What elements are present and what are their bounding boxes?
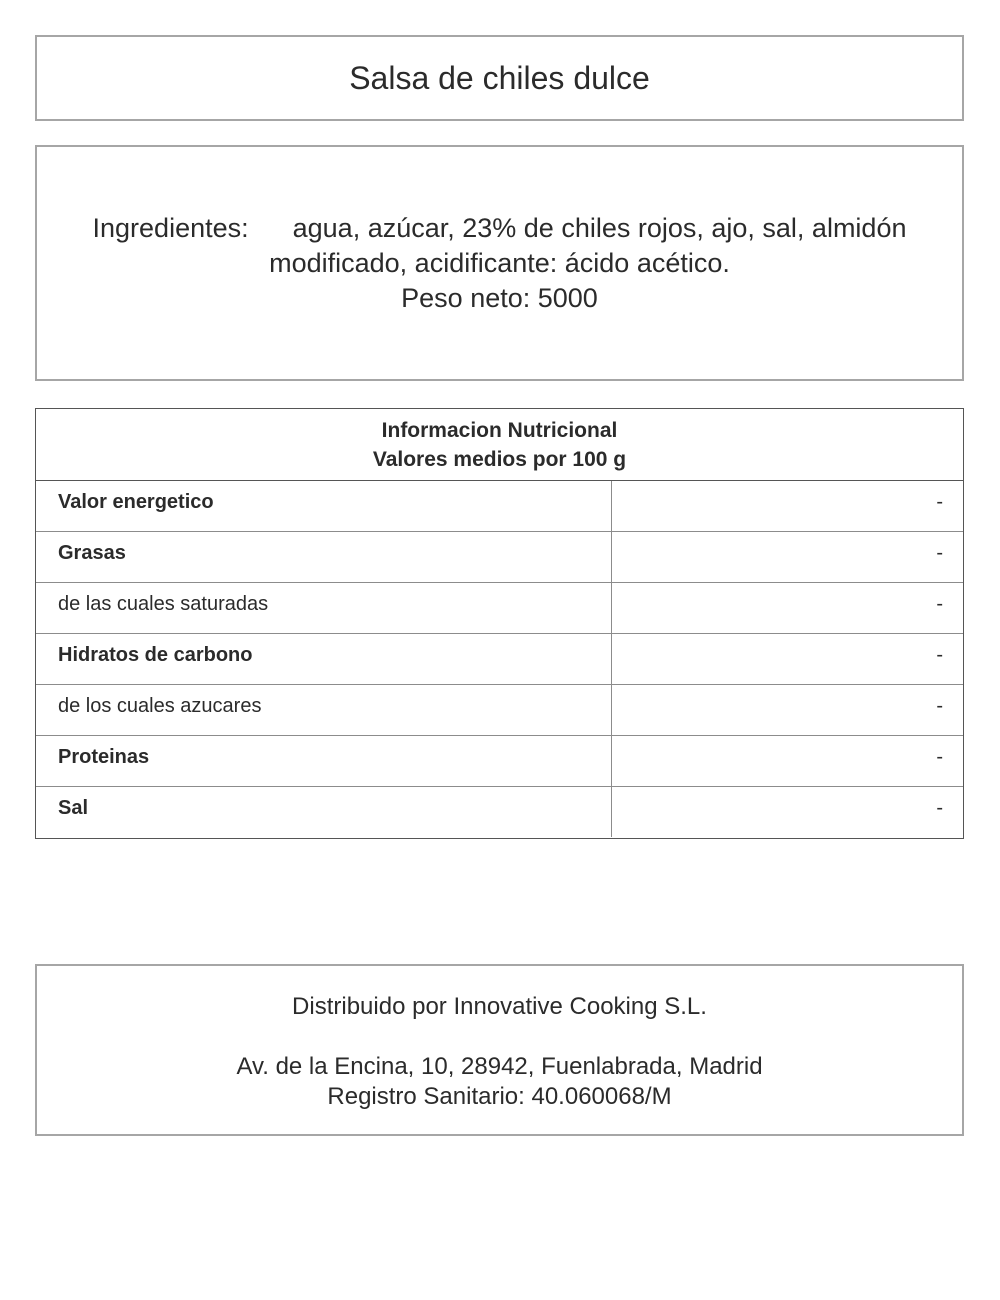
nutrient-name: de las cuales saturadas [36, 583, 612, 633]
nutrition-header [36, 409, 963, 481]
nutrient-name: Hidratos de carbono [36, 634, 612, 684]
nutrition-row-energy [36, 481, 963, 532]
nutrition-row-saturated [36, 583, 963, 634]
distributor-name: Distribuido por Innovative Cooking S.L. [292, 993, 707, 1020]
nutrient-value: - [936, 695, 943, 717]
sanitary-registry: Registro Sanitario: 40.060068/M [327, 1083, 672, 1110]
nutrient-value: - [936, 593, 943, 615]
nutrient-name: Sal [36, 787, 612, 837]
nutrient-value: - [936, 491, 943, 513]
ingredients-text: agua, azúcar, 23% de chiles rojos, ajo, sal, almidón modificado, acidificante: ácido acético. [269, 212, 907, 278]
product-title: Salsa de chiles dulce [349, 59, 650, 96]
nutrient-value: - [936, 746, 943, 768]
nutrition-row-protein [36, 736, 963, 787]
nutrient-name: Proteinas [36, 736, 612, 786]
product-title-box [35, 35, 964, 121]
net-weight: Peso neto: 5000 [401, 282, 598, 313]
ingredients-label: Ingredientes: [92, 212, 249, 243]
nutrition-subtitle: Valores medios por 100 g [372, 447, 627, 471]
nutrient-name: Valor energetico [36, 481, 612, 531]
nutrition-row-salt [36, 787, 963, 837]
distributor-address: Av. de la Encina, 10, 28942, Fuenlabrada, Madrid [236, 1053, 763, 1080]
nutrient-value: - [936, 797, 943, 819]
nutrition-row-fat [36, 532, 963, 583]
nutrition-title: Informacion Nutricional [381, 418, 618, 442]
nutrient-name: de los cuales azucares [36, 685, 612, 735]
nutrition-row-sugars [36, 685, 963, 736]
nutrient-name: Grasas [36, 532, 612, 582]
nutrition-table [35, 408, 964, 839]
nutrient-value: - [936, 542, 943, 564]
distributor-box [35, 964, 964, 1136]
ingredients-box [35, 145, 964, 381]
ingredients-paragraph [60, 211, 940, 281]
nutrient-value: - [936, 644, 943, 666]
nutrition-row-carbs [36, 634, 963, 685]
